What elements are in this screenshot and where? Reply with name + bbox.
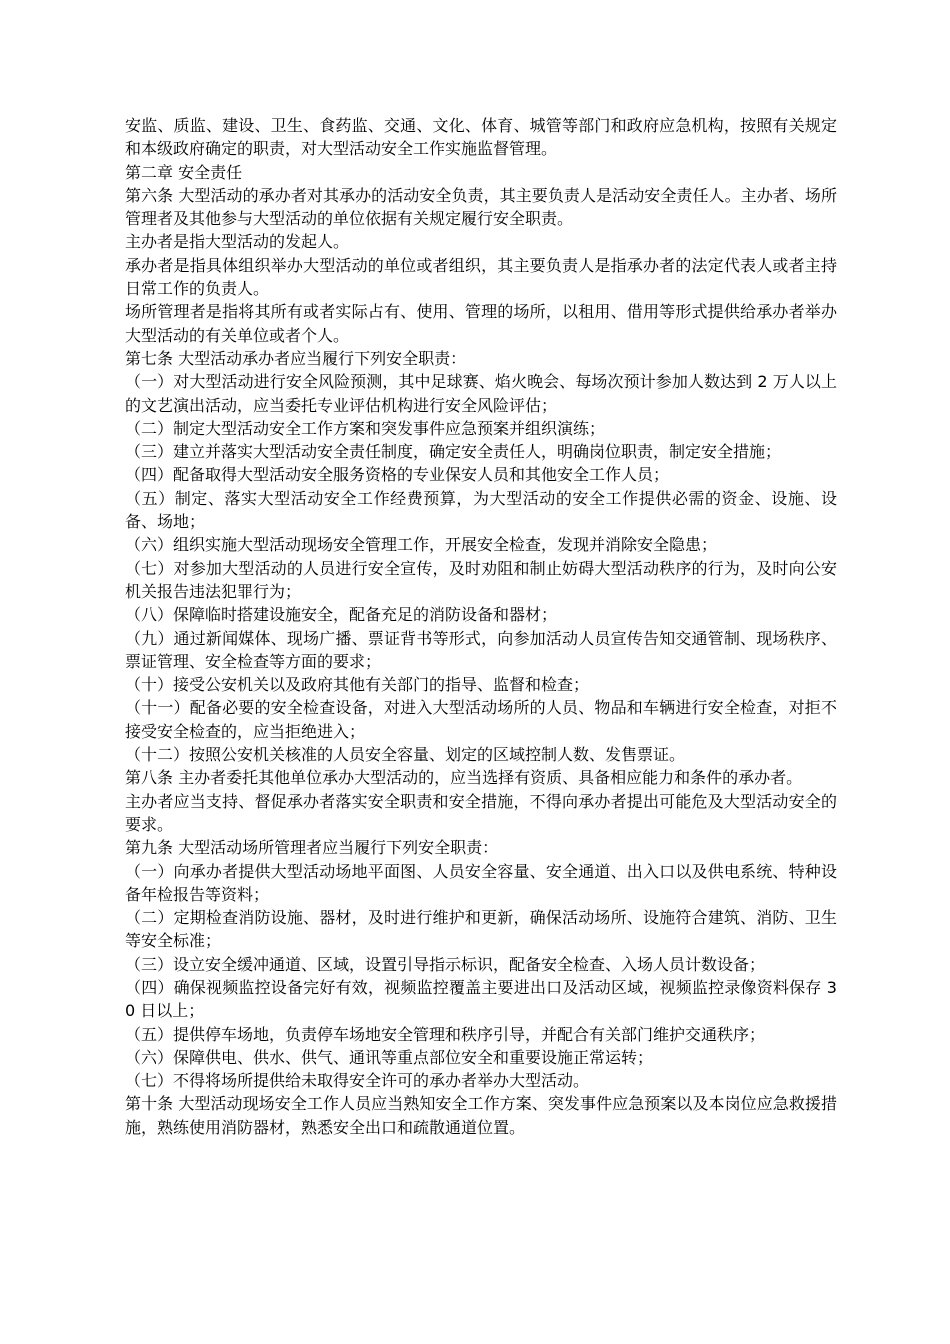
list-item: （七）对参加大型活动的人员进行安全宣传，及时劝阻和制止妨碍大型活动秩序的行为，及时向公安机关报告违法犯罪行为；: [125, 558, 837, 601]
paragraph: 承办者是指具体组织举办大型活动的单位或者组织，其主要负责人是指承办者的法定代表人或者主持日常工作的负责人。: [125, 255, 837, 299]
list-item: （七）不得将场所提供给未取得安全许可的承办者举办大型活动。: [125, 1071, 590, 1091]
paragraph: 场所管理者是指将其所有或者实际占有、使用、管理的场所，以租用、借用等形式提供给承办者举办大型活动的有关单位或者个人。: [125, 302, 837, 345]
article-paragraph: 第七条 大型活动承办者应当履行下列安全职责：: [125, 348, 467, 368]
list-item: （六）组织实施大型活动现场安全管理工作，开展安全检查，发现并消除安全隐患；: [125, 535, 718, 555]
document-page: [125, 114, 837, 1139]
list-item: （五）提供停车场地，负责停车场地安全管理和秩序引导，并配合有关部门维护交通秩序；: [125, 1024, 766, 1044]
list-item: （五）制定、落实大型活动安全工作经费预算，为大型活动的安全工作提供必需的资金、设施、设备、场地；: [125, 488, 837, 532]
article-paragraph: 第八条 主办者委托其他单位承办大型活动的，应当选择有资质、具备相应能力和条件的承办者。: [125, 768, 803, 788]
list-item: （一）向承办者提供大型活动场地平面图、人员安全容量、安全通道、出入口以及供电系统、特种设备年检报告等资料；: [125, 861, 837, 904]
list-item: （四）配备取得大型活动安全服务资格的专业保安人员和其他安全工作人员；: [125, 465, 670, 485]
list-item: （二）制定大型活动安全工作方案和突发事件应急预案并组织演练；: [125, 418, 606, 438]
list-item: （一）对大型活动进行安全风险预测，其中足球赛、焰火晚会、每场次预计参加人数达到 2 万人以上的文艺演出活动，应当委托专业评估机构进行安全风险评估；: [125, 372, 837, 415]
list-item: （二）定期检查消防设施、器材，及时进行维护和更新，确保活动场所、设施符合建筑、消防、卫生等安全标准；: [125, 908, 837, 951]
article-paragraph: 第十条 大型活动现场安全工作人员应当熟知安全工作方案、突发事件应急预案以及本岗位应急救援措施，熟练使用消防器材，熟悉安全出口和疏散通道位置。: [125, 1094, 837, 1137]
list-item: （三）设立安全缓冲通道、区域，设置引导指示标识，配备安全检查、入场人员计数设备；: [125, 954, 766, 974]
paragraph: 安监、质监、建设、卫生、食药监、交通、文化、体育、城管等部门和政府应急机构，按照有关规定和本级政府确定的职责，对大型活动安全工作实施监督管理。: [125, 116, 837, 159]
article-paragraph: 第九条 大型活动场所管理者应当履行下列安全职责：: [125, 838, 499, 858]
list-item: （四）确保视频监控设备完好有效，视频监控覆盖主要进出口及活动区域，视频监控录像资料保存 30 日以上；: [125, 977, 837, 1021]
list-item: （十）接受公安机关以及政府其他有关部门的指导、监督和检查；: [125, 675, 590, 695]
list-item: （九）通过新闻媒体、现场广播、票证背书等形式，向参加活动人员宣传告知交通管制、现场秩序、票证管理、安全检查等方面的要求；: [125, 628, 837, 671]
article-paragraph: 第六条 大型活动的承办者对其承办的活动安全负责，其主要负责人是活动安全责任人。主办者、场所管理者及其他参与大型活动的单位依据有关规定履行安全职责。: [125, 185, 837, 229]
list-item: （八）保障临时搭建设施安全，配备充足的消防设备和器材；: [125, 605, 558, 625]
list-item: （十一）配备必要的安全检查设备，对进入大型活动场所的人员、物品和车辆进行安全检查，对拒不接受安全检查的，应当拒绝进入；: [125, 698, 837, 741]
paragraph: 主办者应当支持、督促承办者落实安全职责和安全措施，不得向承办者提出可能危及大型活动安全的要求。: [125, 791, 837, 834]
list-item: （十二）按照公安机关核准的人员安全容量、划定的区域控制人数、发售票证。: [125, 745, 686, 765]
chapter-heading: 第二章 安全责任: [125, 162, 243, 182]
list-item: （三）建立并落实大型活动安全责任制度，确定安全责任人，明确岗位职责，制定安全措施；: [125, 442, 782, 462]
list-item: （六）保障供电、供水、供气、通讯等重点部位安全和重要设施正常运转；: [125, 1047, 654, 1067]
paragraph: 主办者是指大型活动的发起人。: [125, 232, 350, 252]
